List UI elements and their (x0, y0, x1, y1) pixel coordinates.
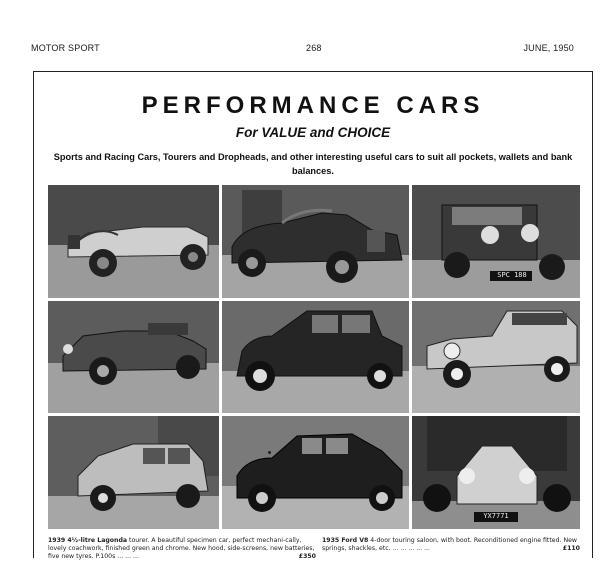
caption-lagonda-text: tourer. A beautiful specimen car, perfect mechani-cally, lovely coachwork, finished green and chrome. New hood, side-screens, new batteries, five new tyres. P.100s ... ... ... (48, 537, 315, 560)
photo-drophead-with-hood-down (48, 301, 219, 413)
photo-grid (48, 185, 580, 529)
photo-drophead-coupe (222, 185, 409, 298)
drophead-hood-down-image (48, 301, 219, 413)
magazine-name: MOTOR SPORT (31, 43, 100, 53)
lagonda-tourer-image (412, 301, 580, 413)
photo-lagonda-tourer-hood-down (412, 301, 580, 413)
two-door-saloon-image (48, 416, 219, 529)
advert-title: PERFORMANCE CARS (141, 92, 485, 119)
caption-ford-v8 (322, 537, 580, 553)
page-number: 268 (306, 43, 322, 53)
divider-dot (268, 451, 271, 454)
ford-v8-saloon-image (222, 416, 409, 529)
photo-open-sports-tourer (48, 185, 219, 298)
photo-ford-v8-touring-saloon (222, 416, 409, 529)
license-plate-spc188: SPC 188 (497, 271, 527, 279)
caption-lagonda-lead: 1939 4½-litre Lagonda (48, 537, 128, 544)
four-door-saloon-image (222, 301, 409, 413)
caption-ford-text: 4-door touring saloon, with boot. Reconditioned engine fitted. New springs, shackles, etc. ... ... ... ... ... (322, 537, 577, 552)
license-plate-yx7771: YX7771 (483, 512, 509, 520)
advert-subtitle: For VALUE and CHOICE (235, 125, 391, 140)
caption-ford-lead: 1935 Ford V8 (322, 537, 369, 544)
advert-intro: Sports and Racing Cars, Tourers and Dropheads, and other interesting useful cars to suit all pockets, wallets and bank balances. (53, 152, 573, 176)
open-sports-tourer-image (48, 185, 219, 298)
caption-ford-price: £110 (562, 545, 580, 552)
issue-date: JUNE, 1950 (523, 43, 574, 53)
caption-lagonda-price: £350 (298, 553, 316, 560)
advert-frame (33, 71, 593, 558)
drophead-coupe-image (222, 185, 409, 298)
photo-four-door-saloon (222, 301, 409, 413)
open-tourer-spc188-image (412, 185, 580, 298)
photo-open-tourer-spc188 (412, 185, 580, 298)
photo-three-wheeler-yx7771 (412, 416, 580, 529)
photo-two-door-saloon (48, 416, 219, 529)
caption-lagonda (48, 537, 316, 561)
running-head (31, 43, 588, 57)
